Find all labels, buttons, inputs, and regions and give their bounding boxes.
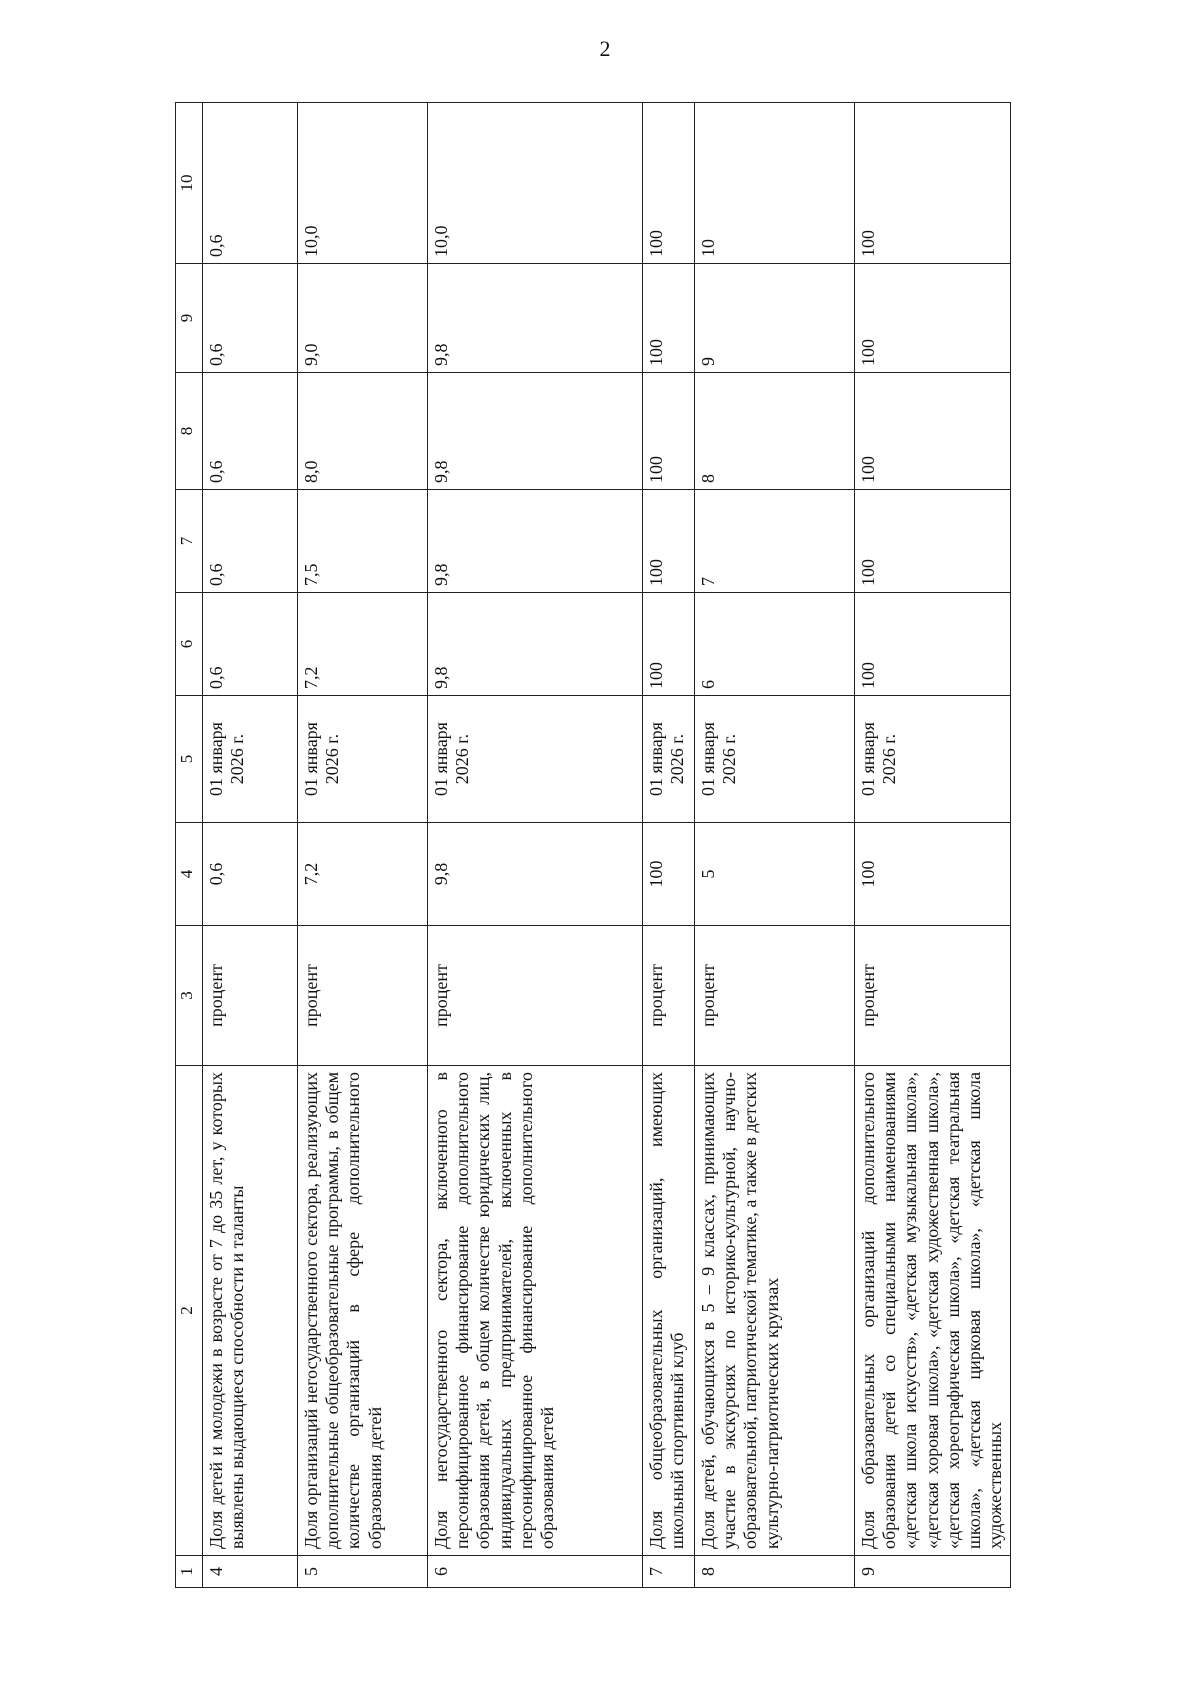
column-header: 8 [176,373,203,490]
value-cell: 7,5 [298,490,428,593]
value-cell: 8 [695,373,855,490]
base-date-cell: 01 января 2026 г. [203,696,298,823]
column-header: 1 [176,1556,203,1588]
row-number: 9 [855,1556,1011,1588]
row-number: 6 [428,1556,643,1588]
table-row [695,103,855,1588]
base-value-cell: 9,8 [428,823,643,926]
indicator-name: Доля детей, обучающихся в 5 – 9 классах, принимающих участие в экскурсиях по историко-культурной, научно-образовательной, патриотической тематике, а также в детских культурно-патриотических круизах [695,1066,855,1556]
column-header: 4 [176,823,203,926]
value-cell: 6 [695,593,855,696]
column-header: 10 [176,103,203,264]
indicator-name: Доля общеобразовательных организаций, имеющих школьный спортивный клуб [643,1066,695,1556]
value-cell: 0,6 [203,593,298,696]
value-cell: 7,2 [298,593,428,696]
table-row [643,103,695,1588]
value-cell: 100 [643,264,695,373]
rotated-table-container [175,103,1005,1588]
value-cell: 0,6 [203,490,298,593]
table-row [428,103,643,1588]
value-cell: 100 [855,373,1011,490]
unit-cell: процент [643,926,695,1066]
base-date-cell: 01 января 2026 г. [695,696,855,823]
value-cell: 9 [695,264,855,373]
indicator-name: Доля негосударственного сектора, включенного в персонифицированное финансирование дополнительного образования детей, в общем количестве юридических лиц, индивидуальных предпринимателей, включенных в персонифицированное финансирование дополнительного образования детей [428,1066,643,1556]
row-number: 7 [643,1556,695,1588]
value-cell: 9,8 [428,373,643,490]
value-cell: 7 [695,490,855,593]
indicator-table [175,102,1011,1588]
value-cell: 100 [643,373,695,490]
row-number: 8 [695,1556,855,1588]
base-value-cell: 5 [695,823,855,926]
value-cell: 100 [643,490,695,593]
value-cell: 100 [855,264,1011,373]
value-cell: 8,0 [298,373,428,490]
column-header: 2 [176,1066,203,1556]
table-row [855,103,1011,1588]
indicator-name: Доля организаций негосударственного сектора, реализующих дополнительные общеобразовательные программы, в общем количестве организаций в сфере дополнительного образования детей [298,1066,428,1556]
base-value-cell: 7,2 [298,823,428,926]
header-row [176,103,203,1588]
base-value-cell: 0,6 [203,823,298,926]
column-header: 3 [176,926,203,1066]
value-cell: 0,6 [203,373,298,490]
value-cell: 100 [855,490,1011,593]
indicator-name: Доля образовательных организаций дополнительного образования детей со специальными наименованиями «детская школа искусств», «детская музыкальная школа», «детская хоровая школа», «детская художественная школа», «детская хореографическая школа», «детская театральная школа», «детская цирковая школа», «детская школа художественных [855,1066,1011,1556]
page-number: 2 [599,36,611,61]
base-value-cell: 100 [855,823,1011,926]
row-number: 4 [203,1556,298,1588]
value-cell: 100 [855,103,1011,264]
value-cell: 100 [643,593,695,696]
value-cell: 100 [855,593,1011,696]
value-cell: 10,0 [428,103,643,264]
table-row [298,103,428,1588]
value-cell: 9,0 [298,264,428,373]
value-cell: 100 [643,103,695,264]
unit-cell: процент [428,926,643,1066]
value-cell: 10,0 [298,103,428,264]
base-value-cell: 100 [643,823,695,926]
value-cell: 9,8 [428,264,643,373]
column-header: 5 [176,696,203,823]
unit-cell: процент [855,926,1011,1066]
unit-cell: процент [695,926,855,1066]
base-date-cell: 01 января 2026 г. [855,696,1011,823]
value-cell: 10 [695,103,855,264]
base-date-cell: 01 января 2026 г. [643,696,695,823]
value-cell: 9,8 [428,490,643,593]
table-row [203,103,298,1588]
column-header: 7 [176,490,203,593]
value-cell: 0,6 [203,264,298,373]
value-cell: 9,8 [428,593,643,696]
base-date-cell: 01 января 2026 г. [428,696,643,823]
indicator-name: Доля детей и молодежи в возрасте от 7 до 35 лет, у которых выявлены выдающиеся способности и таланты [203,1066,298,1556]
value-cell: 0,6 [203,103,298,264]
column-header: 9 [176,264,203,373]
row-number: 5 [298,1556,428,1588]
base-date-cell: 01 января 2026 г. [298,696,428,823]
column-header: 6 [176,593,203,696]
unit-cell: процент [203,926,298,1066]
unit-cell: процент [298,926,428,1066]
